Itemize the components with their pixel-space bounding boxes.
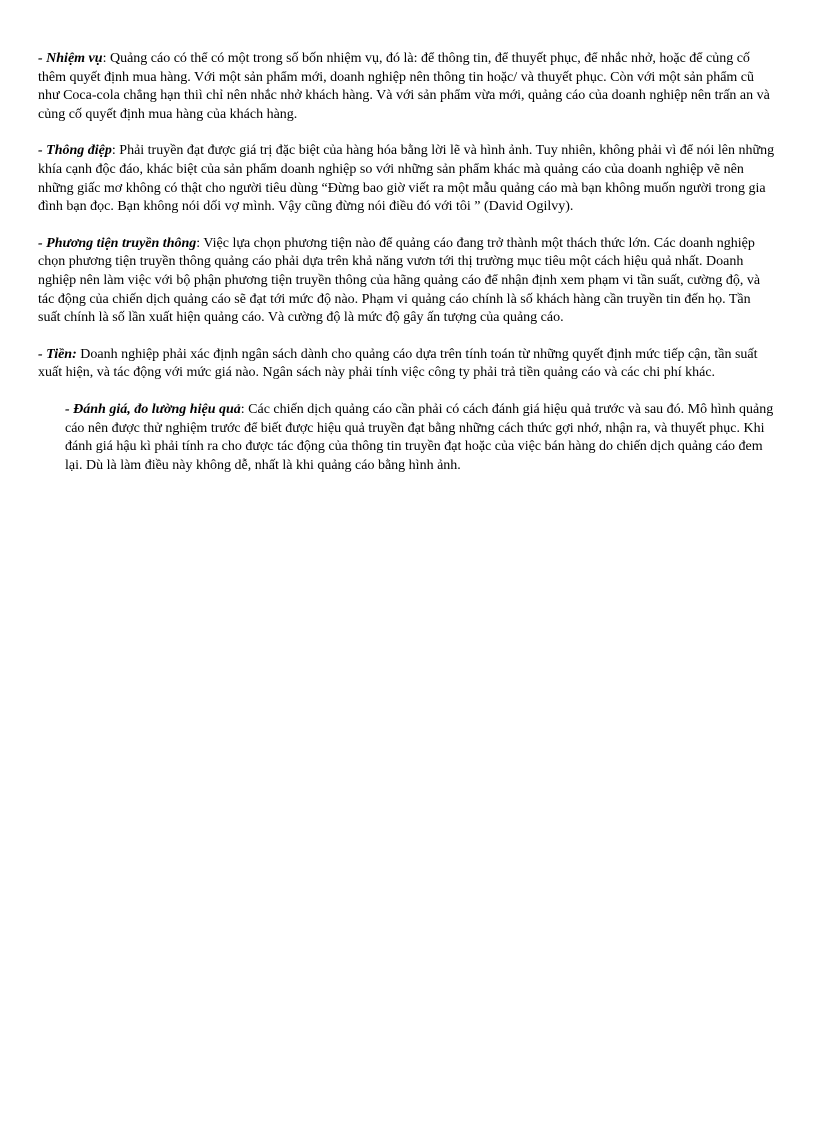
paragraph-body: Doanh nghiệp phải xác định ngân sách dành cho quảng cáo dựa trên tính toán từ những quyết định mức tiếp cận, tần suất xuất hiện, và tác động với mức giá nào. Ngân sách này phải tính việc công ty phải trả tiền quảng cáo và các chi phí khác.	[38, 346, 758, 381]
paragraph-lead: - Tiền:	[38, 346, 77, 362]
paragraph-body: : Các chiến dịch quảng cáo cần phải có cách đánh giá hiệu quả trước và sau đó. Mô hình quảng cáo nên được thử nghiệm trước để biết được hiệu quả truyền đạt bằng những cách thức gợi nhớ, nhận ra, và thuyết phục. Khi đánh giá hậu kì phải tính ra cho được tác động của thông tin truyền đạt hoặc của việc bán hàng do chiến dịch quảng cáo đem lại. Dù là làm điều này không dễ, nhất là khi quảng cáo bằng hình ảnh.	[65, 401, 774, 473]
paragraph-body: : Phải truyền đạt được giá trị đặc biệt của hàng hóa bằng lời lẽ và hình ảnh. Tuy nhiên, không phải vì để nói lên những khía cạnh độc đáo, khác biệt của sản phẩm doanh nghiệp so với những sản phẩm khác mà quảng cáo của doanh nghiệp vẽ nên những giấc mơ không có thật cho người tiêu dùng “Đừng bao giờ viết ra một mẫu quảng cáo mà bạn không muốn người trong gia đình bạn đọc. Bạn không nói dối vợ mình. Vậy cũng đừng nói điều đó với tôi ” (David Ogilvy).	[38, 143, 775, 215]
paragraph-lead: - Thông điệp	[38, 143, 112, 159]
paragraph-danh-gia	[65, 401, 774, 475]
document-page	[38, 50, 776, 493]
paragraph-nhiem-vu	[38, 50, 776, 124]
paragraph-lead: - Đánh giá, đo lường hiệu quả	[65, 401, 241, 417]
paragraph-thong-diep	[38, 142, 776, 216]
paragraph-body: : Quảng cáo có thể có một trong số bốn nhiệm vụ, đó là: để thông tin, để thuyết phục, để nhắc nhở, hoặc để củng cố thêm quyết định mua hàng. Với một sản phẩm mới, doanh nghiệp nên thông tin hoặc/ và thuyết phục. Còn với một sản phẩm cũ như Coca-cola chẳng hạn thiì chỉ nên nhắc nhở khách hàng. Và với sản phẩm vừa mới, quảng cáo của doanh nghiệp nên trấn an và củng cố quyết định mua hàng của khách hàng.	[38, 51, 770, 122]
paragraph-lead: - Phương tiện truyền thông	[38, 235, 197, 251]
paragraph-lead: - Nhiệm vụ	[38, 51, 103, 66]
paragraph-body: : Việc lựa chọn phương tiện nào để quảng cáo đang trở thành một thách thức lớn. Các doanh nghiệp chọn phương tiện truyền thông quảng cáo phải dựa trên khả năng vươn tới thị trường mục tiêu một cách hiệu quả nhất. Doanh nghiệp nên làm việc với bộ phận phương tiện truyền thông của hãng quảng cáo để nhận định xem phạm vi tần suất, cường độ, và tác động của chiến dịch quảng cáo sẽ đạt tới mức độ nào. Phạm vi quảng cáo chính là số khách hàng cần truyền tin đến họ. Tần suất chính là số lần xuất hiện quảng cáo. Và cường độ là mức độ gây ấn tượng của quảng cáo.	[38, 235, 761, 326]
paragraph-tien	[38, 346, 776, 383]
paragraph-phuong-tien	[38, 235, 776, 328]
